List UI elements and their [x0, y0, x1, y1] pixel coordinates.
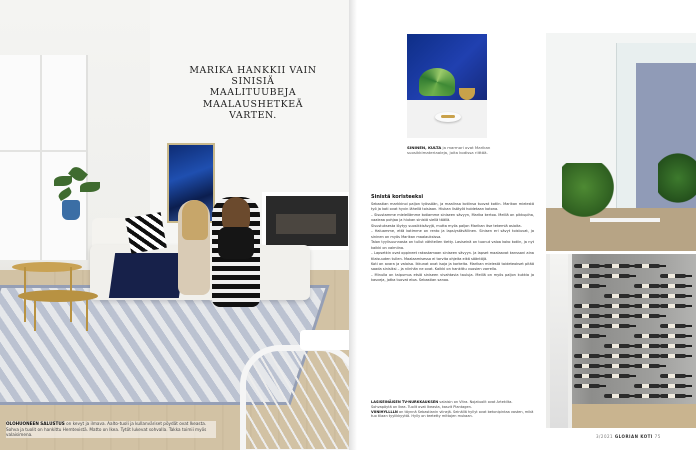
wine-bottle: [660, 394, 686, 398]
footnote-2: [371, 410, 534, 420]
pull-quote-headline: MARIKA HANKKII VAIN SINISIÄ MAALITUUBEJA MAALAUSHETKEÄ VARTEN.: [189, 65, 317, 121]
wine-bottle: [660, 334, 686, 338]
wine-bottle: [634, 314, 660, 318]
wine-bottle: [574, 304, 600, 308]
wine-bottle: [634, 264, 660, 268]
section-heading: Sinistä koristeeksi: [371, 194, 424, 200]
wine-bottle: [634, 394, 660, 398]
wine-bottle: [574, 264, 600, 268]
footnote-2-lead: VIINIHYLLLLN: [371, 409, 398, 414]
wine-bottle: [660, 294, 686, 298]
plant: [60, 168, 110, 248]
paragraph: – Haluamme, että kotimme on rento ja lapsiystävällinen. Sinisen eri sävyt toistuvat, ja sininen on myös Marikan maalauksissa.: [371, 229, 534, 239]
plant-photo-caption: [407, 145, 507, 155]
page-folio: [596, 434, 661, 439]
girl-blonde: [178, 200, 210, 295]
article-body: [371, 194, 534, 284]
wine-bottle: [574, 374, 600, 378]
wine-bottle: [574, 334, 600, 338]
wine-bottle: [660, 344, 686, 348]
wine-bottle: [634, 334, 660, 338]
navy-throw: [109, 253, 185, 298]
wine-bottle: [634, 344, 660, 348]
girl-striped-dress: [212, 197, 260, 307]
footnote-1-text: valaisin on Vitra. Nojatuolit ovat Artekilta. Sohvapöytä on Ikea. Tuolit ovat Ikeasta, kasvit Plantagen.: [371, 400, 513, 409]
wine-bottle: [574, 314, 600, 318]
wine-bottle: [604, 304, 630, 308]
wine-bottle: [604, 264, 630, 268]
wine-bottle: [634, 284, 660, 288]
glass-wall-room-photo: [546, 33, 696, 251]
paragraph: Sisustuksesta löytyy suosikkisävyjä, mutta myös paljon Marikan itse tekemiä asioita.: [371, 223, 522, 228]
footnote-1-lead: LASISEINÄISEN TV-NURKKAUKSEN: [371, 400, 439, 404]
wine-bottle: [604, 314, 630, 318]
wine-bottle: [574, 284, 600, 288]
wine-bottle: [660, 324, 686, 328]
wine-bottle: [574, 324, 600, 328]
paragraph: Koti on avara ja valoisa. Ikkunat ovat isoja ja korkeita. Marikan mielestä taideteokset pitää saada sinisiksi – ja niinhän ne ovat. Kaikki on hankittu vuosien varrella.: [371, 261, 534, 272]
footnote-1: [371, 400, 534, 410]
left-photo-caption: [6, 421, 216, 438]
paragraph: Sebastian markkinoi paljon työssään, ja maalinsa kotiinsa tuovat kotiin. Marikan mielestä työ ja koti ovat hyvin lähellä toisiaan. Hiukan lisätyöt hoidetaan kotona.: [371, 202, 534, 212]
wine-bottle: [634, 384, 660, 388]
wine-bottle: [574, 354, 600, 358]
wine-bottle: [574, 364, 600, 368]
wine-bottle: [634, 354, 660, 358]
wine-bottle: [604, 364, 630, 368]
wine-bottle: [604, 294, 630, 298]
wine-bottle: [574, 384, 600, 388]
wine-bottle: [604, 324, 630, 328]
paragraph: – Sisustamme mielellämme kotiamme siniseen sävyyn, Marika kertoo. Meillä on pikkupiha, vaaleaa pohjaa ja hiukan sinistä siellä täällä.: [371, 212, 534, 223]
wine-bottle: [604, 274, 630, 278]
page-gutter: [349, 0, 357, 450]
page-number: 75: [654, 434, 661, 439]
wine-bottle: [604, 344, 630, 348]
wine-rack-photo: [546, 254, 696, 428]
wine-bottle: [574, 274, 600, 278]
footnote-2-text: on täynnä Sebastianin viinejä. Seinällä hyllyt ovat betonipintaa vasten, mikä tuo tilaan tyylikkyyttä. Hylly on teetetty mittojen mukaan.: [371, 409, 534, 419]
wine-bottle: [660, 384, 686, 388]
paragraph: – Minulla on taipumus etsiä siniseen vivahtavia tauluja. Meillä on myös paljon kukkia ja kasveja, jotka tuovat eloa. Sebastian sanoo.: [371, 272, 534, 283]
white-table: [300, 330, 349, 350]
wine-bottle: [604, 354, 630, 358]
plant-caption-lead: SININEN, KULTA: [407, 145, 442, 150]
wine-bottle: [660, 354, 686, 358]
patterned-cushion: [125, 212, 167, 254]
issue-number: 3/2021: [596, 434, 614, 439]
wine-bottle: [604, 374, 630, 378]
paragraph: – Lapsetkin ovat oppineet rakastamaan siniseen sävyyn. Ja lapset maalaavat kanssani aina tilaisuuden tullen. Maalaamisessa ei tarvita ohjeita eikä sääntöjä.: [371, 251, 534, 261]
wine-bottle: [660, 274, 686, 278]
wine-bottle: [604, 394, 630, 398]
fireplace: [262, 192, 349, 250]
plant-still-life-photo: [407, 34, 487, 138]
paragraph: Talon tyylisuunnasta on tullut vähitellen tietty. Lasiseinä on tuonut valoa koko kotiin, ja nyt kaikki on valmiina.: [371, 240, 534, 250]
wine-bottle: [634, 304, 660, 308]
photo-footnotes: [371, 400, 534, 419]
wine-bottle: [660, 284, 686, 288]
plant-caption-text: ja marmori ovat Marikan suosikkimateriaaleja, joita kodissa riittää.: [407, 145, 491, 156]
wine-bottle: [634, 364, 660, 368]
caption-text: on kevyt ja ilmava. Aalto-tuoli ja kullanväriset pöydät ovat Ikeasta. Sohva ja tuolit on hankittu Hemtexistä. Matto on Ikea. Tytöt lukevat sohvalla. Takka toimii myös valaisimena.: [6, 421, 207, 438]
wine-bottle: [660, 304, 686, 308]
wine-bottle: [660, 374, 686, 378]
magazine-name: GLORIAN KOTI: [614, 434, 653, 439]
wine-bottle: [634, 294, 660, 298]
white-chair: [240, 345, 349, 450]
caption-lead: OLOHUONEEN SALUSTUS: [6, 421, 65, 426]
